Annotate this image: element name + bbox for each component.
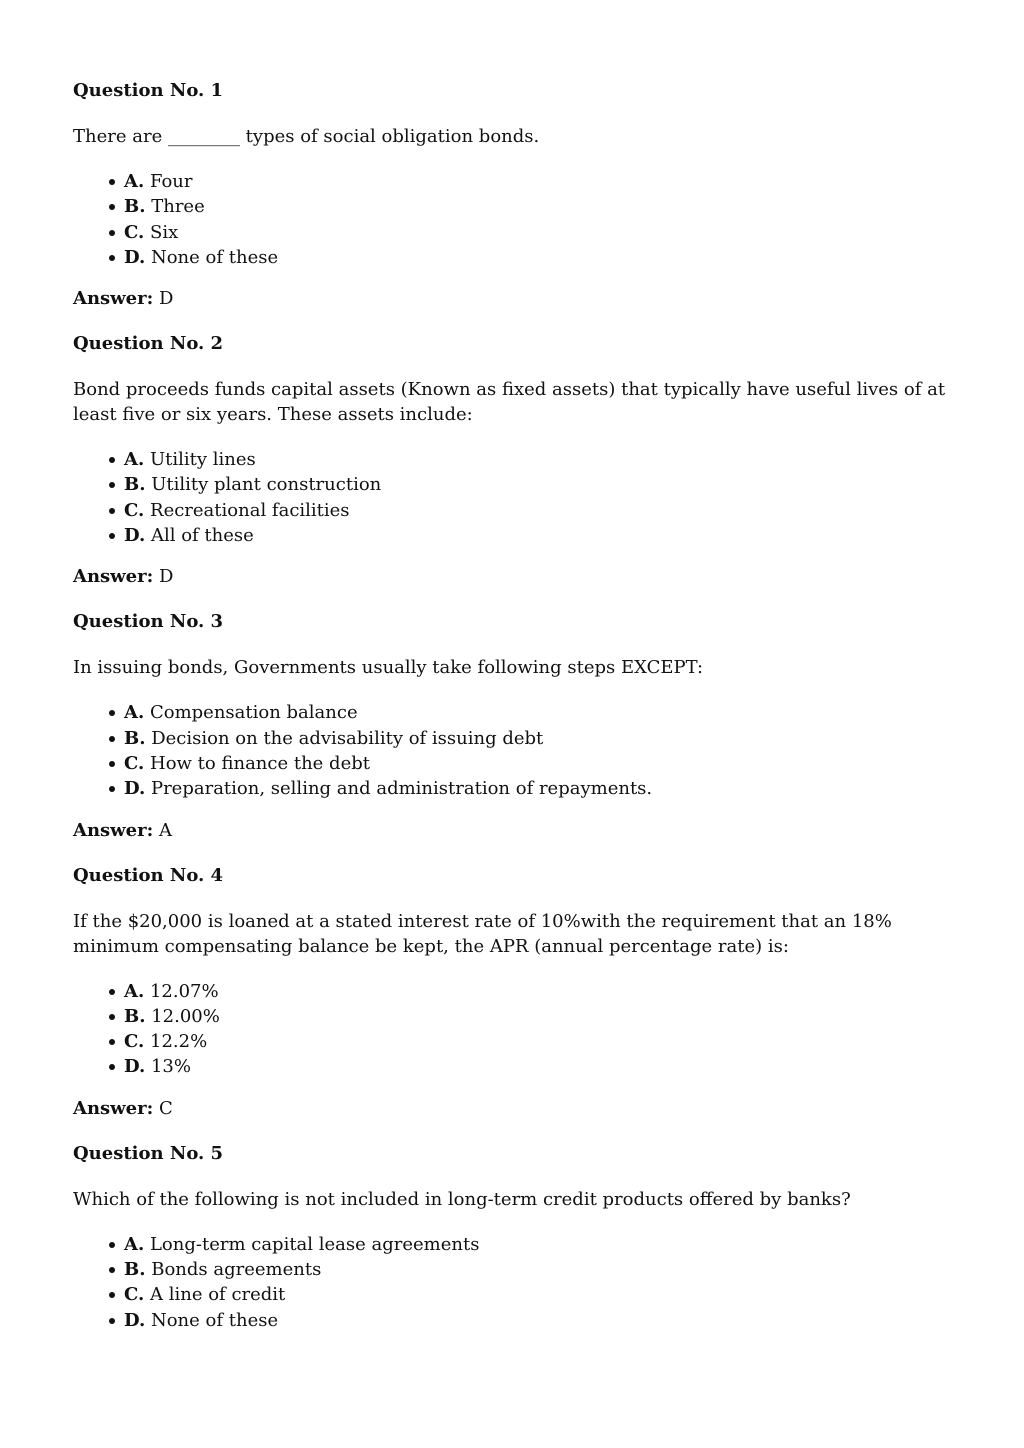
option-letter: A. [124,1233,145,1255]
question-heading: Question No. 1 [73,80,224,101]
option-letter: C. [124,1284,145,1306]
answer-label: Answer: [73,566,154,588]
option-letter: D. [124,778,146,800]
answer-value: A [159,819,172,841]
option-letter: A. [124,171,145,192]
option-text: Recreational facilities [150,499,350,521]
answer-value: D [159,288,174,310]
answer-label: Answer: [73,819,154,841]
answer-value: C [159,1097,173,1119]
question-heading: Question No. 3 [73,611,224,633]
option-text: 12.07% [149,980,219,1002]
question-text: Which of the following is not included in long-term credit products offered by banks? [73,1188,851,1210]
answer-label: Answer: [73,1097,154,1119]
question-text: There are ________ types of social obligation bonds. [73,126,540,147]
option-letter: D. [124,525,146,547]
question-text: Bond proceeds funds capital assets (Known as fixed assets) that typically have useful lives of at least five or six years. These assets include: [73,379,946,426]
question-1 [73,78,963,311]
option-text: None of these [150,1309,279,1331]
options-list [73,447,963,548]
options-list [73,1232,963,1333]
question-5 [73,1141,963,1333]
option-letter: D. [124,1309,146,1331]
option-b [73,1004,963,1029]
option-letter: B. [124,196,146,218]
option-b [73,726,963,751]
question-3 [73,609,963,842]
option-letter: A. [124,980,145,1002]
quiz-document [73,78,963,1353]
option-letter: B. [124,474,146,496]
option-b [73,1257,963,1282]
option-d [73,1308,963,1333]
option-d [73,1054,963,1079]
option-text: 12.00% [151,1005,220,1027]
option-text: Six [150,221,179,243]
option-text: Bonds agreements [151,1259,322,1281]
option-text: Four [149,171,193,192]
option-text: How to finance the debt [150,752,370,774]
option-c [73,1029,963,1054]
option-letter: A. [124,449,145,471]
option-a [73,700,963,725]
question-text: If the $20,000 is loaned at a stated interest rate of 10%with the requirement that an 18% minimum compensating balance be kept, the APR (annual percentage rate) is: [73,910,892,957]
option-a [73,169,963,194]
question-heading: Question No. 4 [73,864,224,886]
option-d [73,245,963,270]
option-letter: C. [124,499,145,521]
option-text: Utility plant construction [151,474,382,496]
option-a [73,1232,963,1257]
option-d [73,523,963,548]
option-text: Long-term capital lease agreements [149,1233,480,1255]
option-letter: C. [124,221,145,243]
option-letter: D. [124,1056,146,1078]
question-2 [73,331,963,589]
option-letter: D. [124,246,146,268]
answer-line [73,1096,963,1121]
options-list [73,700,963,801]
answer-label: Answer: [73,288,154,310]
option-c [73,1282,963,1307]
option-text: Utility lines [149,449,256,471]
option-c [73,498,963,523]
answer-value: D [159,566,174,588]
answer-line [73,286,963,311]
option-c [73,220,963,245]
option-text: Decision on the advisability of issuing debt [151,727,544,749]
option-d [73,776,963,801]
option-text: None of these [150,246,279,268]
question-4 [73,863,963,1121]
question-heading: Question No. 2 [73,333,224,355]
option-b [73,472,963,497]
option-a [73,979,963,1004]
option-text: Preparation, selling and administration of repayments. [150,778,653,800]
option-b [73,194,963,219]
options-list [73,979,963,1080]
option-text: Compensation balance [149,702,358,724]
option-text: 13% [150,1056,191,1078]
option-letter: A. [124,702,145,724]
option-text: Three [151,196,205,218]
option-a [73,447,963,472]
question-text: In issuing bonds, Governments usually take following steps EXCEPT: [73,657,704,679]
answer-line [73,564,963,589]
option-text: All of these [150,525,254,547]
question-heading: Question No. 5 [73,1142,224,1164]
option-letter: C. [124,752,145,774]
option-c [73,751,963,776]
answer-line [73,818,963,843]
option-letter: B. [124,1005,146,1027]
options-list [73,169,963,270]
option-text: A line of credit [150,1284,286,1306]
option-text: 12.2% [150,1031,208,1053]
option-letter: C. [124,1031,145,1053]
option-letter: B. [124,1259,146,1281]
option-letter: B. [124,727,146,749]
